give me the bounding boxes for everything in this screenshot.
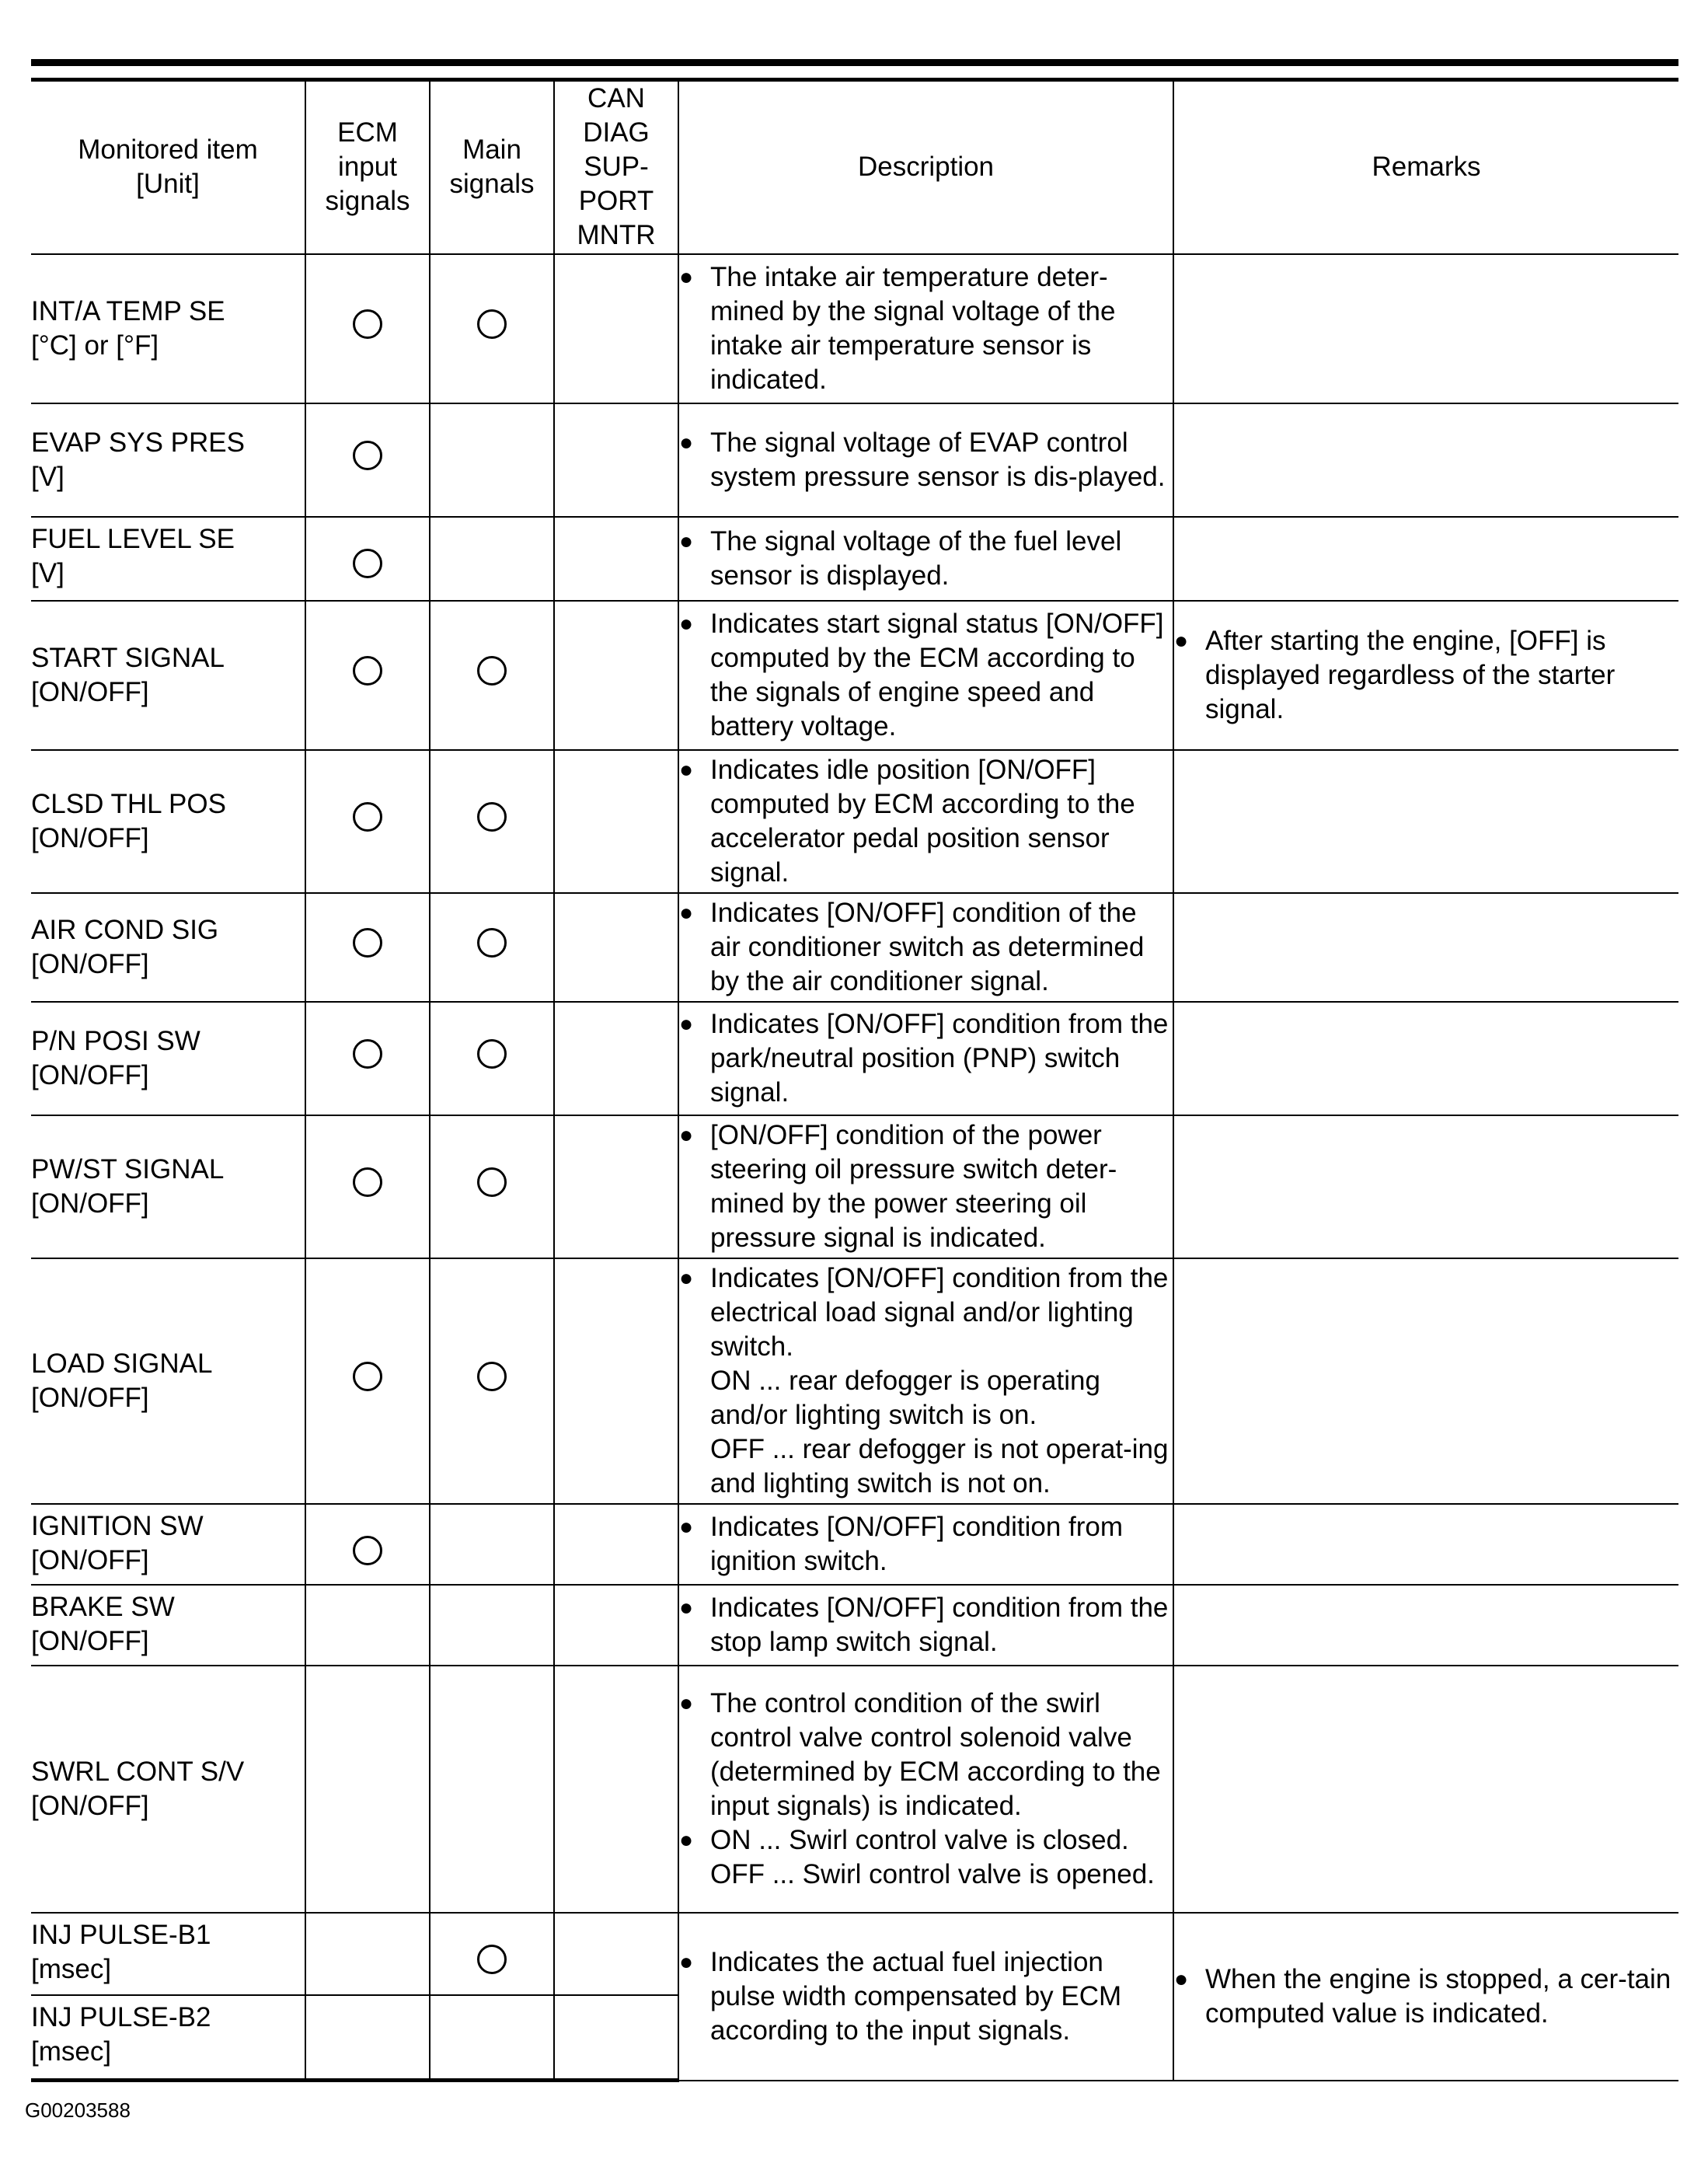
table-row: [31, 517, 1678, 601]
main-cell: [430, 750, 554, 893]
table-row: [31, 1504, 1678, 1585]
item-cell: IGNITION SW [ON/OFF]: [31, 1504, 305, 1585]
description-cell: ● The control condition of the swirl control valve control solenoid valve (determined by ECM according to the input signals) is indicated. ● ON ... Swirl control valve is closed. OFF ... Swirl control valve is opened.: [678, 1666, 1173, 1913]
bullet-icon: ●: [1174, 627, 1189, 654]
can-cell: [554, 403, 678, 517]
can-cell: [554, 1115, 678, 1258]
description-cell: ● Indicates idle position [ON/OFF] computed by ECM according to the accelerator pedal position sensor signal.: [678, 750, 1173, 893]
description-cell: ● Indicates [ON/OFF] condition from ignition switch.: [678, 1504, 1173, 1585]
ecm-cell: [305, 403, 430, 517]
remarks-cell: [1173, 1002, 1678, 1115]
ecm-cell: [305, 1115, 430, 1258]
main-cell: [430, 1913, 554, 1995]
remarks-cell: [1173, 254, 1678, 403]
header-ecm-input: ECM input signals: [305, 80, 430, 254]
item-cell: INJ PULSE-B2 [msec]: [31, 1995, 305, 2081]
description-cell: ● Indicates [ON/OFF] condition from the stop lamp switch signal.: [678, 1585, 1173, 1666]
circle-icon: [353, 802, 382, 832]
circle-icon: [353, 1039, 382, 1069]
circle-icon: [477, 1039, 507, 1069]
can-cell: [554, 601, 678, 750]
bullet-icon: ●: [679, 429, 694, 455]
header-main-signals: Main signals: [430, 80, 554, 254]
bullet-icon: ●: [679, 756, 694, 783]
main-cell: [430, 1258, 554, 1504]
figure-id: G00203588: [25, 2098, 131, 2122]
ecm-cell: [305, 1258, 430, 1504]
table-row: [31, 1585, 1678, 1666]
can-cell: [554, 1002, 678, 1115]
circle-icon: [477, 1945, 507, 1974]
bullet-icon: ●: [679, 1690, 694, 1716]
bullet-icon: ●: [679, 1122, 694, 1148]
remarks-cell: [1173, 1258, 1678, 1504]
header-can-diag: CAN DIAG SUP- PORT MNTR: [554, 80, 678, 254]
remarks-cell: [1173, 1585, 1678, 1666]
item-cell: LOAD SIGNAL [ON/OFF]: [31, 1258, 305, 1504]
remarks-cell: [1173, 1115, 1678, 1258]
circle-icon: [353, 309, 382, 339]
header-description: Description: [678, 80, 1173, 254]
bullet-icon: ●: [679, 1010, 694, 1037]
main-cell: [430, 1666, 554, 1913]
remarks-cell: [1173, 517, 1678, 601]
table-row: [31, 1258, 1678, 1504]
ecm-cell: [305, 1002, 430, 1115]
table-row: [31, 893, 1678, 1002]
main-cell: [430, 1002, 554, 1115]
table-row: [31, 1115, 1678, 1258]
monitor-table: [31, 78, 1678, 2082]
description-cell: ● [ON/OFF] condition of the power steering oil pressure switch deter-mined by the power steering oil pressure signal is indicated.: [678, 1115, 1173, 1258]
item-cell: FUEL LEVEL SE [V]: [31, 517, 305, 601]
ecm-cell: [305, 1585, 430, 1666]
can-cell: [554, 1995, 678, 2081]
item-cell: BRAKE SW [ON/OFF]: [31, 1585, 305, 1666]
bullet-icon: ●: [679, 1513, 694, 1540]
description-cell: ● Indicates [ON/OFF] condition from the electrical load signal and/or lighting switch. ON ... rear defogger is operating and/or lighting switch is on. OFF ... rear defogger is not operat-ing and lighting switch is not on.: [678, 1258, 1173, 1504]
bullet-icon: ●: [679, 1948, 694, 1975]
bullet-icon: ●: [679, 528, 694, 554]
ecm-cell: [305, 750, 430, 893]
item-cell: START SIGNAL [ON/OFF]: [31, 601, 305, 750]
item-cell: EVAP SYS PRES [V]: [31, 403, 305, 517]
description-cell: ● The signal voltage of the fuel level sensor is displayed.: [678, 517, 1173, 601]
description-cell: ● Indicates [ON/OFF] condition of the air conditioner switch as determined by the air conditioner signal.: [678, 893, 1173, 1002]
ecm-cell: [305, 517, 430, 601]
table-row: [31, 1002, 1678, 1115]
can-cell: [554, 750, 678, 893]
table-row: [31, 254, 1678, 403]
description-cell: ● Indicates start signal status [ON/OFF] computed by the ECM according to the signals of engine speed and battery voltage.: [678, 601, 1173, 750]
can-cell: [554, 254, 678, 403]
circle-icon: [353, 1167, 382, 1197]
table-row: [31, 750, 1678, 893]
remarks-cell: [1173, 1504, 1678, 1585]
can-cell: [554, 1913, 678, 1995]
circle-icon: [353, 928, 382, 958]
top-rule: [31, 59, 1678, 66]
main-cell: [430, 1115, 554, 1258]
can-cell: [554, 1504, 678, 1585]
table-row: [31, 1666, 1678, 1913]
item-cell: INT/A TEMP SE [°C] or [°F]: [31, 254, 305, 403]
table-row: [31, 1913, 1678, 1995]
ecm-cell: [305, 1913, 430, 1995]
can-cell: [554, 1258, 678, 1504]
main-cell: [430, 1504, 554, 1585]
remarks-cell: [1173, 893, 1678, 1002]
circle-icon: [477, 802, 507, 832]
bullet-icon: ●: [679, 1265, 694, 1291]
circle-icon: [477, 309, 507, 339]
circle-icon: [353, 549, 382, 578]
description-cell: ● The intake air temperature deter-mined by the signal voltage of the intake air temperature sensor is indicated.: [678, 254, 1173, 403]
ecm-cell: [305, 1504, 430, 1585]
circle-icon: [353, 441, 382, 470]
circle-icon: [477, 1362, 507, 1391]
ecm-cell: [305, 1995, 430, 2081]
item-cell: PW/ST SIGNAL [ON/OFF]: [31, 1115, 305, 1258]
ecm-cell: [305, 893, 430, 1002]
can-cell: [554, 1585, 678, 1666]
circle-icon: [477, 656, 507, 686]
circle-icon: [477, 1167, 507, 1197]
remarks-cell: ● After starting the engine, [OFF] is displayed regardless of the starter signal.: [1173, 601, 1678, 750]
bullet-icon: ●: [679, 1594, 694, 1621]
main-cell: [430, 1585, 554, 1666]
ecm-cell: [305, 1666, 430, 1913]
item-cell: CLSD THL POS [ON/OFF]: [31, 750, 305, 893]
can-cell: [554, 893, 678, 1002]
remarks-cell: ● When the engine is stopped, a cer-tain computed value is indicated.: [1173, 1913, 1678, 2081]
header-remarks: Remarks: [1173, 80, 1678, 254]
main-cell: [430, 601, 554, 750]
main-cell: [430, 254, 554, 403]
header-monitored-item: Monitored item [Unit]: [31, 80, 305, 254]
bullet-icon: ●: [679, 263, 694, 290]
remarks-cell: [1173, 403, 1678, 517]
item-cell: AIR COND SIG [ON/OFF]: [31, 893, 305, 1002]
item-cell: SWRL CONT S/V [ON/OFF]: [31, 1666, 305, 1913]
bullet-icon: ●: [679, 1826, 694, 1853]
table-row: [31, 601, 1678, 750]
bullet-icon: ●: [1174, 1966, 1189, 1992]
item-cell: INJ PULSE-B1 [msec]: [31, 1913, 305, 1995]
main-cell: [430, 517, 554, 601]
main-cell: [430, 1995, 554, 2081]
main-cell: [430, 403, 554, 517]
description-cell: ● Indicates [ON/OFF] condition from the park/neutral position (PNP) switch signal.: [678, 1002, 1173, 1115]
circle-icon: [353, 656, 382, 686]
item-cell: P/N POSI SW [ON/OFF]: [31, 1002, 305, 1115]
description-cell: ● The signal voltage of EVAP control system pressure sensor is dis-played.: [678, 403, 1173, 517]
table-row: [31, 403, 1678, 517]
bullet-icon: ●: [679, 610, 694, 637]
remarks-cell: [1173, 750, 1678, 893]
description-subtext: OFF ... Swirl control valve is opened.: [710, 1858, 1155, 1889]
ecm-cell: [305, 601, 430, 750]
bullet-icon: ●: [679, 899, 694, 926]
main-cell: [430, 893, 554, 1002]
remarks-cell: [1173, 1666, 1678, 1913]
circle-icon: [353, 1362, 382, 1391]
circle-icon: [353, 1536, 382, 1565]
description-cell: ● Indicates the actual fuel injection pulse width compensated by ECM according to the input signals.: [678, 1913, 1173, 2081]
can-cell: [554, 517, 678, 601]
description-subtext: ON ... rear defogger is operating and/or lighting switch is on. OFF ... rear defogger is not operat-ing and lighting switch is not on.: [710, 1365, 1169, 1498]
ecm-cell: [305, 254, 430, 403]
can-cell: [554, 1666, 678, 1913]
circle-icon: [477, 928, 507, 958]
header-row: [31, 80, 1678, 254]
